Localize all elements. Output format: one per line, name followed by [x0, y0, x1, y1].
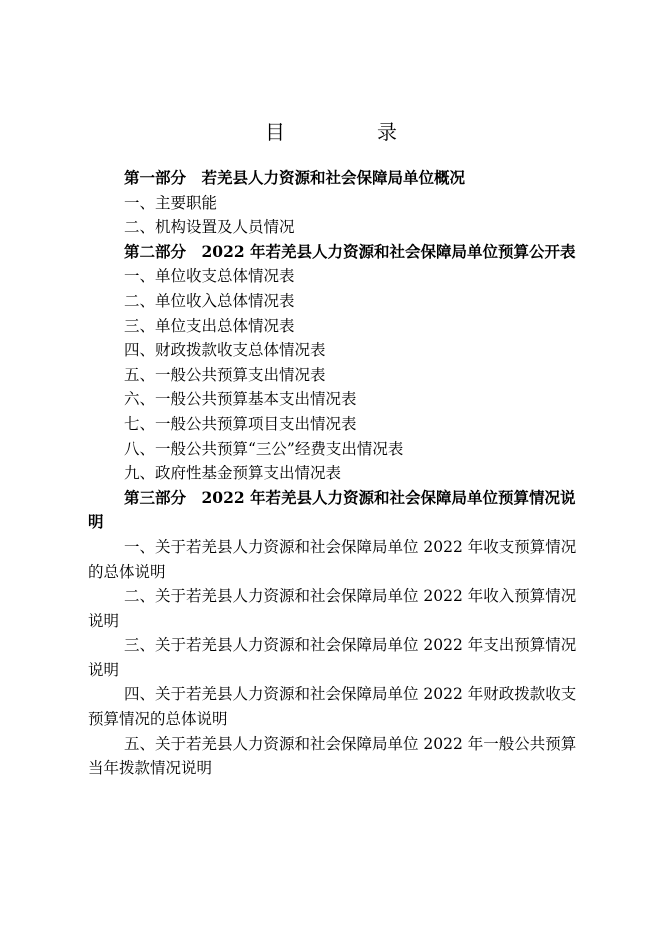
toc-part-1[interactable]: 第一部分 若羌县人力资源和社会保障局单位概况	[124, 168, 466, 187]
toc-item[interactable]: 二、机构设置及人员情况	[124, 218, 295, 237]
toc-item[interactable]: 八、一般公共预算“三公”经费支出情况表	[124, 439, 404, 458]
toc-item[interactable]: 五、关于若羌县人力资源和社会保障局单位 2022 年一般公共预算当年拨款情况说明	[88, 734, 577, 778]
toc-item[interactable]: 九、政府性基金预算支出情况表	[124, 464, 342, 483]
page-title: 目 录	[265, 120, 433, 144]
toc-item[interactable]: 二、关于若羌县人力资源和社会保障局单位 2022 年收入预算情况说明	[88, 587, 577, 630]
toc-item[interactable]: 三、单位支出总体情况表	[124, 316, 295, 335]
toc-item[interactable]: 六、一般公共预算基本支出情况表	[124, 390, 357, 409]
toc-item[interactable]: 一、关于若羌县人力资源和社会保障局单位 2022 年收支预算情况的总体说明	[88, 537, 577, 581]
toc-item[interactable]: 四、财政拨款收支总体情况表	[124, 341, 326, 360]
toc-item[interactable]: 五、一般公共预算支出情况表	[124, 365, 326, 384]
table-of-contents	[88, 166, 588, 781]
toc-item[interactable]: 二、单位收入总体情况表	[124, 291, 295, 310]
toc-part-2[interactable]: 第二部分 2022 年若羌县人力资源和社会保障局单位预算公开表	[124, 241, 576, 261]
toc-item[interactable]: 一、主要职能	[124, 193, 218, 212]
toc-item[interactable]: 一、单位收支总体情况表	[124, 267, 295, 286]
toc-item[interactable]: 七、一般公共预算项目支出情况表	[124, 414, 357, 433]
toc-item[interactable]: 四、关于若羌县人力资源和社会保障局单位 2022 年财政拨款收支预算情况的总体说明	[88, 685, 577, 729]
toc-part-3[interactable]: 第三部分 2022 年若羌县人力资源和社会保障局单位预算情况说明	[88, 487, 576, 532]
toc-item[interactable]: 三、关于若羌县人力资源和社会保障局单位 2022 年支出预算情况说明	[88, 636, 577, 679]
